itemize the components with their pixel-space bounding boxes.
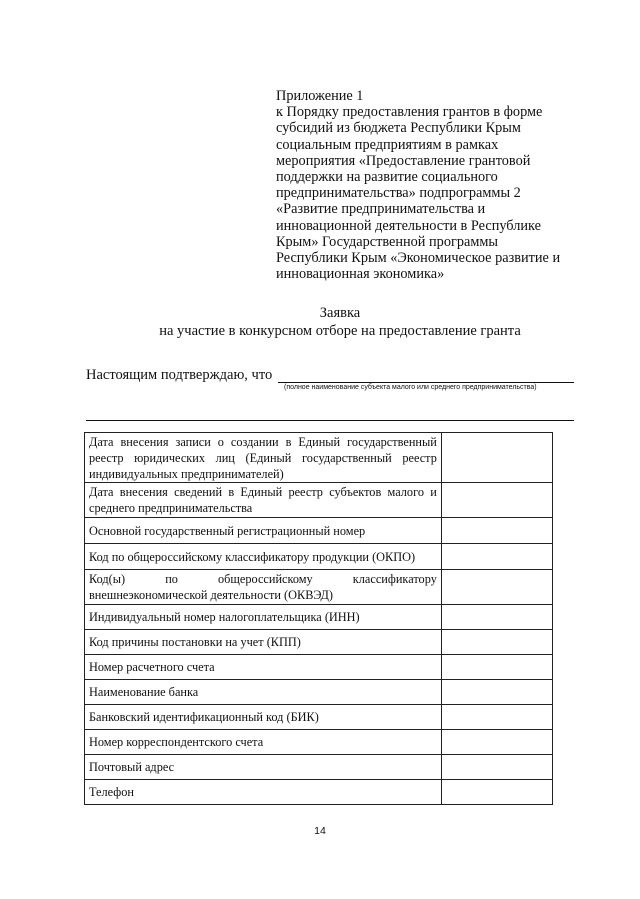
applicant-name-line[interactable]	[278, 382, 574, 383]
row-value-cell[interactable]	[441, 570, 552, 605]
table-row	[85, 680, 553, 705]
row-label: Дата внесения записи о создании в Единый государственный реестр юридических лиц (Единый государственный реестр индивидуальных предпринимателей)	[85, 433, 442, 483]
row-label: Код(ы) по общероссийскому классификатору внешнеэкономической деятельности (ОКВЭД)	[85, 570, 442, 605]
appendix-line: мероприятия «Предоставление грантовой	[276, 152, 531, 169]
table-row	[85, 544, 553, 570]
applicant-details-table	[84, 432, 553, 805]
appendix-line: поддержки на развитие социального	[276, 169, 498, 186]
row-value-cell[interactable]	[441, 518, 552, 544]
row-value-cell[interactable]	[441, 544, 552, 570]
appendix-line: Крым» Государственной программы	[276, 233, 499, 250]
table-row	[85, 570, 553, 605]
document-subtitle: на участие в конкурсном отборе на предоставление гранта	[159, 323, 521, 339]
appendix-line: социальным предприятиям в рамках	[276, 136, 499, 153]
row-value-cell[interactable]	[441, 780, 552, 805]
row-label: Номер расчетного счета	[85, 655, 442, 680]
row-value-cell[interactable]	[441, 730, 552, 755]
row-label: Индивидуальный номер налогоплательщика (ИНН)	[85, 605, 442, 630]
row-label: Основной государственный регистрационный номер	[85, 518, 442, 544]
row-value-cell[interactable]	[441, 655, 552, 680]
table-row	[85, 518, 553, 544]
applicant-name-hint: (полное наименование субъекта малого или среднего предпринимательства)	[284, 384, 537, 391]
row-label: Телефон	[85, 780, 442, 805]
appendix-line: инновационной деятельности в Республике	[276, 217, 541, 234]
table-row	[85, 705, 553, 730]
table-row	[85, 483, 553, 518]
row-value-cell[interactable]	[441, 483, 552, 518]
row-label: Номер корреспондентского счета	[85, 730, 442, 755]
appendix-line: инновационная экономика»	[276, 266, 445, 283]
table-row	[85, 433, 553, 483]
document-title: Заявка	[319, 305, 361, 321]
applicant-name-continuation-line[interactable]	[86, 420, 574, 421]
row-label: Почтовый адрес	[85, 755, 442, 780]
table-row	[85, 630, 553, 655]
appendix-header	[276, 88, 576, 282]
row-value-cell[interactable]	[441, 605, 552, 630]
row-value-cell[interactable]	[441, 680, 552, 705]
appendix-line: Республики Крым «Экономическое развитие и	[276, 250, 561, 267]
table-row	[85, 730, 553, 755]
row-label: Наименование банка	[85, 680, 442, 705]
table-row	[85, 780, 553, 805]
table-row	[85, 755, 553, 780]
row-label: Код по общероссийскому классификатору продукции (ОКПО)	[85, 544, 442, 570]
appendix-line: предпринимательства» подпрограммы 2	[276, 185, 521, 202]
appendix-line: Приложение 1	[276, 88, 364, 104]
row-label: Дата внесения сведений в Единый реестр субъектов малого и среднего предпринимательства	[85, 483, 442, 518]
page-number: 14	[314, 825, 326, 837]
row-value-cell[interactable]	[441, 630, 552, 655]
row-label: Код причины постановки на учет (КПП)	[85, 630, 442, 655]
appendix-line: «Развитие предпринимательства и	[276, 201, 486, 218]
row-value-cell[interactable]	[441, 705, 552, 730]
appendix-line: субсидий из бюджета Республики Крым	[276, 120, 521, 137]
row-value-cell[interactable]	[441, 433, 552, 483]
table-row	[85, 655, 553, 680]
confirm-statement: Настоящим подтверждаю, что	[86, 367, 273, 383]
appendix-line: к Порядку предоставления грантов в форме	[276, 104, 543, 121]
table-row	[85, 605, 553, 630]
row-value-cell[interactable]	[441, 755, 552, 780]
row-label: Банковский идентификационный код (БИК)	[85, 705, 442, 730]
